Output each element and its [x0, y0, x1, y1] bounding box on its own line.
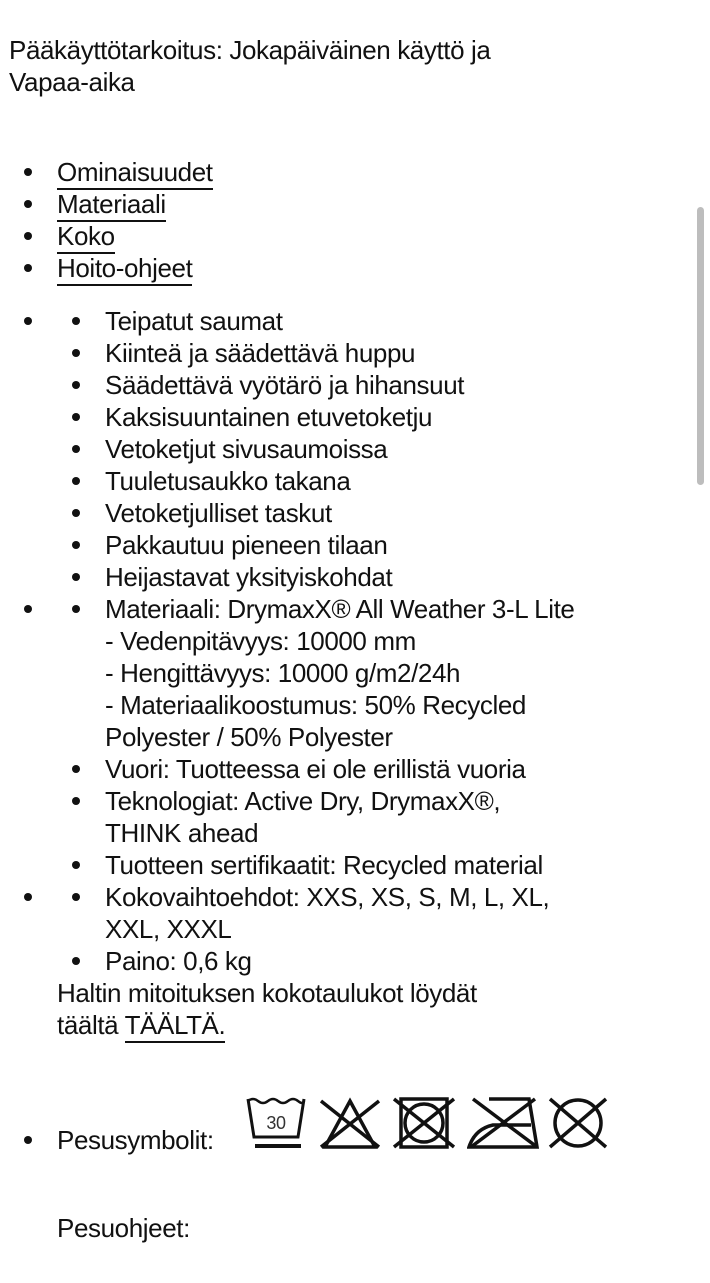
- bullet: [24, 1136, 32, 1144]
- bullet: [24, 605, 32, 613]
- material-line: Polyester / 50% Polyester: [105, 722, 393, 752]
- feature-item: Teipatut saumat: [105, 306, 283, 336]
- bullet: [72, 509, 80, 517]
- cert-text: Tuotteen sertifikaatit: Recycled material: [105, 850, 543, 880]
- bullet: [72, 477, 80, 485]
- no-tumble-dry-icon: [392, 1095, 456, 1151]
- link-koko[interactable]: Koko: [57, 221, 115, 254]
- intro-line-2: Vapaa-aika: [9, 67, 135, 97]
- feature-item: Pakkautuu pieneen tilaan: [105, 530, 388, 560]
- bullet: [72, 317, 80, 325]
- care-instructions-label: Pesuohjeet:: [57, 1213, 190, 1243]
- scrollbar[interactable]: [697, 207, 704, 485]
- link-hoito-ohjeet[interactable]: Hoito-ohjeet: [57, 253, 192, 286]
- material-line: - Hengittävyys: 10000 g/m2/24h: [105, 658, 461, 688]
- bullet: [72, 413, 80, 421]
- feature-item: Vetoketjut sivusaumoissa: [105, 434, 388, 464]
- bullet: [72, 381, 80, 389]
- size-note: Haltin mitoituksen kokotaulukot löydät: [57, 978, 477, 1008]
- bullet: [72, 573, 80, 581]
- tech-text: Teknologiat: Active Dry, DrymaxX®,: [105, 786, 501, 816]
- bullet: [72, 605, 80, 613]
- feature-item: Kiinteä ja säädettävä huppu: [105, 338, 416, 368]
- bullet: [72, 765, 80, 773]
- material-line: Materiaali: DrymaxX® All Weather 3-L Lite: [105, 594, 575, 624]
- link-ominaisuudet[interactable]: Ominaisuudet: [57, 157, 213, 190]
- care-symbols-label: Pesusymbolit:: [57, 1125, 214, 1155]
- bullet: [72, 797, 80, 805]
- material-line: - Materiaalikoostumus: 50% Recycled: [105, 690, 526, 720]
- size-chart-link[interactable]: TÄÄLTÄ.: [125, 1010, 226, 1043]
- wash-temp: 30: [266, 1113, 286, 1133]
- feature-item: Tuuletusaukko takana: [105, 466, 351, 496]
- no-iron-icon: [467, 1095, 541, 1151]
- bullet: [72, 541, 80, 549]
- bullet: [72, 957, 80, 965]
- size-options: XXL, XXXL: [105, 914, 232, 944]
- tech-text: THINK ahead: [105, 818, 259, 848]
- bullet: [24, 200, 32, 208]
- feature-item: Säädettävä vyötärö ja hihansuut: [105, 370, 465, 400]
- bullet: [24, 264, 32, 272]
- bullet: [72, 861, 80, 869]
- bullet: [72, 445, 80, 453]
- feature-item: Vetoketjulliset taskut: [105, 498, 332, 528]
- bullet: [24, 232, 32, 240]
- bullet: [72, 349, 80, 357]
- no-dry-clean-icon: [548, 1095, 608, 1151]
- no-bleach-icon: [319, 1095, 381, 1151]
- intro-line-1: Pääkäyttötarkoitus: Jokapäiväinen käyttö ja: [9, 35, 491, 65]
- size-note: täältä: [57, 1010, 119, 1040]
- feature-item: Heijastavat yksityiskohdat: [105, 562, 393, 592]
- material-line: - Vedenpitävyys: 10000 mm: [105, 626, 416, 656]
- size-options: Kokovaihtoehdot: XXS, XS, S, M, L, XL,: [105, 882, 550, 912]
- wash-30-icon: [245, 1095, 307, 1151]
- lining-text: Vuori: Tuotteessa ei ole erillistä vuoria: [105, 754, 526, 784]
- link-materiaali[interactable]: Materiaali: [57, 189, 166, 222]
- weight-text: Paino: 0,6 kg: [105, 946, 252, 976]
- feature-item: Kaksisuuntainen etuvetoketju: [105, 402, 433, 432]
- bullet: [24, 317, 32, 325]
- bullet: [24, 893, 32, 901]
- bullet: [72, 893, 80, 901]
- bullet: [24, 168, 32, 176]
